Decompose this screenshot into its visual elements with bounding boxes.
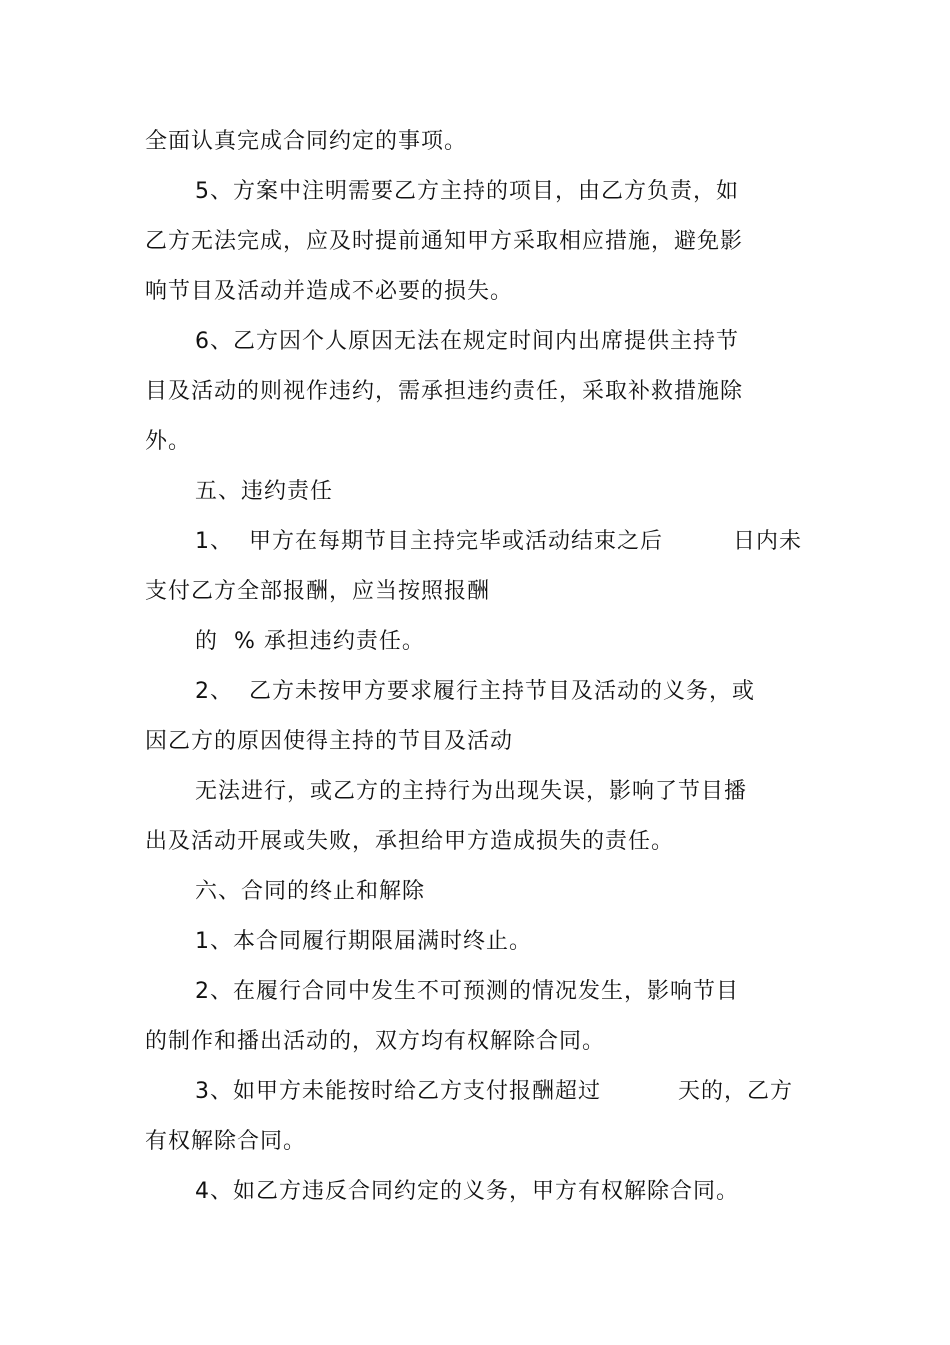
paragraph-line: 全面认真完成合同约定的事项。 [145, 129, 468, 154]
section-heading: 五、违约责任 [195, 479, 334, 504]
paragraph-line: 乙方无法完成，应及时提前通知甲方采取相应措施，避免影 [145, 229, 744, 254]
paragraph-line: 6、乙方因个人原因无法在规定时间内出席提供主持节 [195, 329, 739, 354]
paragraph-line: 因乙方的原因使得主持的节目及活动 [145, 729, 514, 754]
paragraph-line: 无法进行，或乙方的主持行为出现失误，影响了节目播 [195, 779, 748, 804]
section-heading: 六、合同的终止和解除 [195, 879, 426, 904]
paragraph-line-tail: 日内未 [733, 529, 803, 554]
paragraph-line: 2、 乙方未按甲方要求履行主持节目及活动的义务，或 [195, 679, 755, 704]
paragraph-line: 4、如乙方违反合同约定的义务，甲方有权解除合同。 [195, 1179, 739, 1204]
paragraph-line: 的 % 承担违约责任。 [195, 629, 425, 654]
paragraph-line: 目及活动的则视作违约，需承担违约责任，采取补救措施除 [145, 379, 744, 404]
paragraph-line: 2、在履行合同中发生不可预测的情况发生，影响节目 [195, 979, 739, 1004]
paragraph-line: 外。 [145, 429, 192, 454]
paragraph-line: 出及活动开展或失败，承担给甲方造成损失的责任。 [145, 829, 675, 854]
paragraph-line: 响节目及活动并造成不必要的损失。 [145, 279, 514, 304]
paragraph-line: 有权解除合同。 [145, 1129, 307, 1154]
paragraph-line: 支付乙方全部报酬，应当按照报酬 [145, 579, 491, 604]
paragraph-line: 5、方案中注明需要乙方主持的项目，由乙方负责，如 [195, 179, 739, 204]
paragraph-line: 的制作和播出活动的，双方均有权解除合同。 [145, 1029, 606, 1054]
paragraph-line: 1、 甲方在每期节目主持完毕或活动结束之后 [195, 529, 663, 554]
paragraph-line-tail: 天的，乙方 [678, 1079, 794, 1104]
paragraph-line: 3、如甲方未能按时给乙方支付报酬超过 [195, 1079, 601, 1104]
paragraph-line: 1、本合同履行期限届满时终止。 [195, 929, 532, 954]
